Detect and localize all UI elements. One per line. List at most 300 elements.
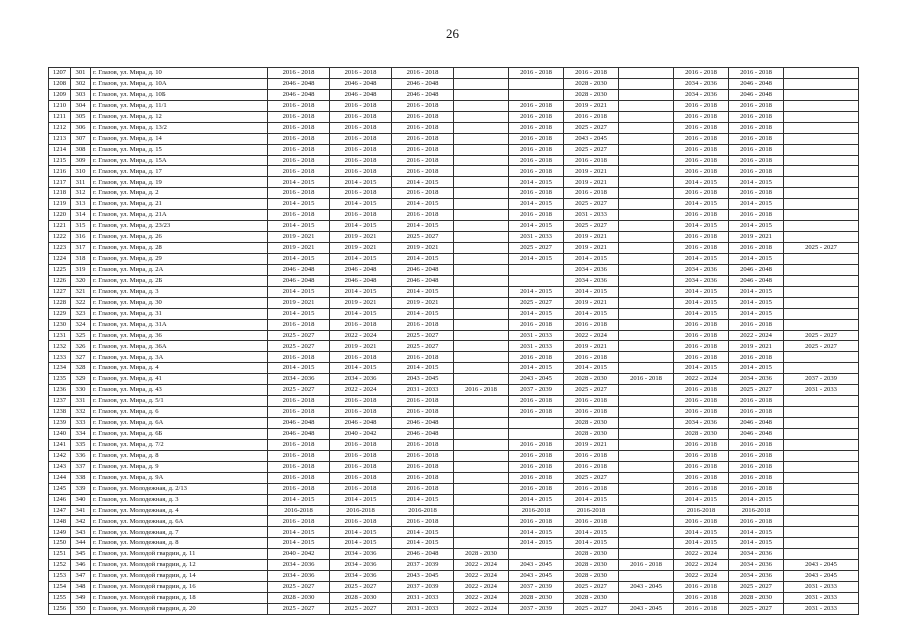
period-cell: 2014 - 2015 — [392, 286, 454, 297]
period-cell: 2014 - 2015 — [330, 494, 392, 505]
row-number-cell: 1219 — [49, 199, 71, 210]
period-cell — [784, 428, 859, 439]
period-cell: 2016 - 2018 — [729, 111, 784, 122]
period-cell: 2016 - 2018 — [330, 111, 392, 122]
table-row — [49, 68, 859, 79]
period-cell: 2016 - 2018 — [392, 450, 454, 461]
period-cell: 2034 - 2036 — [674, 78, 729, 89]
house-number-cell: 330 — [71, 385, 91, 396]
row-number-cell: 1231 — [49, 330, 71, 341]
period-cell: 2016 - 2018 — [564, 155, 619, 166]
address-cell: г. Глазов, ул. Молодежная, д. 6А — [91, 516, 268, 527]
period-cell — [784, 68, 859, 79]
period-cell: 2016 - 2018 — [392, 439, 454, 450]
period-cell — [619, 199, 674, 210]
period-cell — [454, 188, 509, 199]
period-cell: 2028 - 2030 — [564, 428, 619, 439]
period-cell: 2046 - 2048 — [268, 78, 330, 89]
period-cell: 2034 - 2036 — [674, 89, 729, 100]
period-cell: 2016 - 2018 — [330, 483, 392, 494]
row-number-cell: 1243 — [49, 461, 71, 472]
period-cell: 2014 - 2015 — [268, 199, 330, 210]
period-cell: 2016 - 2018 — [674, 144, 729, 155]
period-cell: 2016 - 2018 — [330, 100, 392, 111]
period-cell: 2014 - 2015 — [674, 297, 729, 308]
house-number-cell: 314 — [71, 210, 91, 221]
period-cell: 2014 - 2015 — [509, 199, 564, 210]
period-cell: 2016 - 2018 — [564, 516, 619, 527]
period-cell — [454, 472, 509, 483]
period-cell — [619, 155, 674, 166]
period-cell: 2016 - 2018 — [268, 407, 330, 418]
period-cell: 2046 - 2048 — [729, 78, 784, 89]
period-cell — [619, 407, 674, 418]
period-cell — [509, 275, 564, 286]
period-cell: 2016 - 2018 — [392, 144, 454, 155]
row-number-cell: 1245 — [49, 483, 71, 494]
table-row — [49, 221, 859, 232]
period-cell: 2016 - 2018 — [674, 396, 729, 407]
period-cell: 2037 - 2039 — [509, 385, 564, 396]
row-number-cell: 1248 — [49, 516, 71, 527]
period-cell — [619, 505, 674, 516]
period-cell — [784, 538, 859, 549]
period-cell: 2016 - 2018 — [564, 319, 619, 330]
period-cell: 2014 - 2015 — [674, 286, 729, 297]
address-cell: г. Глазов, ул. Молодой гвардии, д. 16 — [91, 582, 268, 593]
period-cell — [619, 516, 674, 527]
address-cell: г. Глазов, ул. Мира, д. 17 — [91, 166, 268, 177]
house-number-cell: 319 — [71, 264, 91, 275]
period-cell: 2016 - 2018 — [392, 155, 454, 166]
table-row — [49, 407, 859, 418]
house-number-cell: 324 — [71, 319, 91, 330]
period-cell: 2016 - 2018 — [564, 461, 619, 472]
period-cell — [619, 363, 674, 374]
table-row — [49, 450, 859, 461]
period-cell: 2014 - 2015 — [392, 538, 454, 549]
period-cell: 2014 - 2015 — [729, 221, 784, 232]
period-cell: 2016 - 2018 — [392, 319, 454, 330]
period-cell: 2014 - 2015 — [268, 221, 330, 232]
table-row — [49, 560, 859, 571]
house-number-cell: 344 — [71, 538, 91, 549]
period-cell: 2025 - 2027 — [330, 603, 392, 614]
period-cell — [619, 133, 674, 144]
period-cell — [784, 122, 859, 133]
row-number-cell: 1214 — [49, 144, 71, 155]
period-cell: 2016 - 2018 — [509, 68, 564, 79]
period-cell: 2016 - 2018 — [674, 330, 729, 341]
period-cell — [619, 527, 674, 538]
address-cell: г. Глазов, ул. Мира, д. 36 — [91, 330, 268, 341]
row-number-cell: 1213 — [49, 133, 71, 144]
period-cell: 2016 - 2018 — [674, 111, 729, 122]
address-cell: г. Глазов, ул. Молодой гвардии, д. 11 — [91, 549, 268, 560]
table-row — [49, 100, 859, 111]
house-number-cell: 340 — [71, 494, 91, 505]
period-cell: 2034 - 2036 — [729, 549, 784, 560]
period-cell: 2016 - 2018 — [268, 483, 330, 494]
period-cell: 2014 - 2015 — [674, 253, 729, 264]
table-row — [49, 89, 859, 100]
row-number-cell: 1238 — [49, 407, 71, 418]
address-cell: г. Глазов, ул. Мира, д. 15А — [91, 155, 268, 166]
address-cell: г. Глазов, ул. Мира, д. 31А — [91, 319, 268, 330]
period-cell: 2016 - 2018 — [330, 472, 392, 483]
table-row — [49, 297, 859, 308]
period-cell: 2016-2018 — [564, 505, 619, 516]
table-row — [49, 232, 859, 243]
period-cell: 2022 - 2024 — [454, 593, 509, 604]
period-cell: 2025 - 2027 — [564, 221, 619, 232]
period-cell: 2028 - 2030 — [454, 549, 509, 560]
period-cell: 2014 - 2015 — [392, 199, 454, 210]
period-cell: 2016-2018 — [729, 505, 784, 516]
period-cell: 2016 - 2018 — [392, 166, 454, 177]
period-cell — [454, 89, 509, 100]
period-cell: 2028 - 2030 — [564, 549, 619, 560]
period-cell: 2016 - 2018 — [509, 439, 564, 450]
period-cell: 2016 - 2018 — [268, 188, 330, 199]
period-cell: 2016 - 2018 — [330, 396, 392, 407]
period-cell: 2016 - 2018 — [330, 352, 392, 363]
period-cell: 2014 - 2015 — [268, 494, 330, 505]
table-row — [49, 363, 859, 374]
period-cell: 2016 - 2018 — [674, 461, 729, 472]
period-cell: 2014 - 2015 — [564, 286, 619, 297]
period-cell: 2014 - 2015 — [392, 177, 454, 188]
house-number-cell: 305 — [71, 111, 91, 122]
period-cell: 2014 - 2015 — [509, 253, 564, 264]
period-cell: 2014 - 2015 — [674, 494, 729, 505]
address-cell: г. Глазов, ул. Мира, д. 9А — [91, 472, 268, 483]
address-cell: г. Глазов, ул. Мира, д. 23/23 — [91, 221, 268, 232]
period-cell: 2043 - 2045 — [509, 571, 564, 582]
table-body — [49, 68, 859, 615]
period-cell: 2016 - 2018 — [509, 396, 564, 407]
table-row — [49, 286, 859, 297]
period-cell: 2037 - 2039 — [392, 582, 454, 593]
house-number-cell: 322 — [71, 297, 91, 308]
house-number-cell: 336 — [71, 450, 91, 461]
row-number-cell: 1218 — [49, 188, 71, 199]
period-cell — [454, 253, 509, 264]
period-cell: 2046 - 2048 — [268, 264, 330, 275]
period-cell — [454, 297, 509, 308]
period-cell: 2016 - 2018 — [729, 166, 784, 177]
period-cell: 2014 - 2015 — [509, 538, 564, 549]
period-cell — [509, 89, 564, 100]
period-cell: 2016 - 2018 — [392, 516, 454, 527]
period-cell: 2016 - 2018 — [564, 111, 619, 122]
address-cell: г. Глазов, ул. Мира, д. 6Б — [91, 428, 268, 439]
period-cell: 2025 - 2027 — [268, 385, 330, 396]
house-number-cell: 345 — [71, 549, 91, 560]
row-number-cell: 1247 — [49, 505, 71, 516]
period-cell — [454, 505, 509, 516]
period-cell — [784, 100, 859, 111]
period-cell: 2016-2018 — [674, 505, 729, 516]
period-cell: 2031 - 2033 — [392, 385, 454, 396]
period-cell: 2016 - 2018 — [330, 68, 392, 79]
house-number-cell: 310 — [71, 166, 91, 177]
period-cell — [784, 177, 859, 188]
table-row — [49, 538, 859, 549]
period-cell: 2031 - 2033 — [784, 603, 859, 614]
period-cell: 2034 - 2036 — [268, 560, 330, 571]
period-cell: 2014 - 2015 — [509, 221, 564, 232]
period-cell: 2016 - 2018 — [392, 472, 454, 483]
period-cell — [454, 407, 509, 418]
period-cell: 2016 - 2018 — [729, 144, 784, 155]
period-cell: 2031 - 2033 — [784, 593, 859, 604]
period-cell: 2016 - 2018 — [674, 593, 729, 604]
period-cell: 2043 - 2045 — [619, 582, 674, 593]
period-cell — [454, 100, 509, 111]
period-cell: 2031 - 2033 — [392, 593, 454, 604]
address-cell: г. Глазов, ул. Молодой гвардии, д. 12 — [91, 560, 268, 571]
period-cell: 2025 - 2027 — [729, 582, 784, 593]
period-cell — [454, 483, 509, 494]
period-cell — [454, 527, 509, 538]
period-cell: 2016 - 2018 — [330, 166, 392, 177]
table-row — [49, 571, 859, 582]
period-cell: 2046 - 2048 — [330, 78, 392, 89]
period-cell — [619, 538, 674, 549]
row-number-cell: 1212 — [49, 122, 71, 133]
period-cell: 2014 - 2015 — [674, 363, 729, 374]
period-cell: 2046 - 2048 — [729, 275, 784, 286]
period-cell: 2043 - 2045 — [564, 133, 619, 144]
row-number-cell: 1233 — [49, 352, 71, 363]
period-cell: 2019 - 2021 — [330, 341, 392, 352]
period-cell — [784, 352, 859, 363]
period-cell: 2046 - 2048 — [268, 89, 330, 100]
address-cell: г. Глазов, ул. Мира, д. 21А — [91, 210, 268, 221]
period-cell — [784, 418, 859, 429]
period-cell — [454, 78, 509, 89]
period-cell: 2016 - 2018 — [674, 472, 729, 483]
address-cell: г. Глазов, ул. Мира, д. 10А — [91, 78, 268, 89]
repair-schedule-table — [48, 67, 859, 615]
period-cell: 2025 - 2027 — [564, 144, 619, 155]
period-cell: 2022 - 2024 — [729, 330, 784, 341]
period-cell — [509, 428, 564, 439]
period-cell: 2014 - 2015 — [509, 286, 564, 297]
period-cell: 2028 - 2030 — [330, 593, 392, 604]
period-cell: 2016 - 2018 — [268, 450, 330, 461]
period-cell — [784, 516, 859, 527]
period-cell — [784, 232, 859, 243]
table-row — [49, 374, 859, 385]
period-cell: 2025 - 2027 — [784, 243, 859, 254]
table-row — [49, 483, 859, 494]
period-cell: 2028 - 2030 — [564, 78, 619, 89]
period-cell: 2016 - 2018 — [564, 188, 619, 199]
period-cell — [454, 264, 509, 275]
period-cell: 2016 - 2018 — [509, 516, 564, 527]
period-cell: 2016 - 2018 — [392, 111, 454, 122]
period-cell: 2016 - 2018 — [729, 243, 784, 254]
period-cell: 2037 - 2039 — [784, 374, 859, 385]
address-cell: г. Глазов, ул. Мира, д. 43 — [91, 385, 268, 396]
period-cell: 2016 - 2018 — [509, 122, 564, 133]
address-cell: г. Глазов, ул. Мира, д. 12 — [91, 111, 268, 122]
row-number-cell: 1224 — [49, 253, 71, 264]
period-cell: 2046 - 2048 — [330, 418, 392, 429]
period-cell: 2028 - 2030 — [509, 593, 564, 604]
period-cell: 2014 - 2015 — [729, 286, 784, 297]
period-cell: 2019 - 2021 — [268, 297, 330, 308]
row-number-cell: 1235 — [49, 374, 71, 385]
address-cell: г. Глазов, ул. Мира, д. 31 — [91, 308, 268, 319]
period-cell — [619, 275, 674, 286]
period-cell: 2016 - 2018 — [330, 319, 392, 330]
period-cell: 2016-2018 — [268, 505, 330, 516]
period-cell: 2034 - 2036 — [330, 549, 392, 560]
period-cell: 2014 - 2015 — [330, 177, 392, 188]
period-cell: 2043 - 2045 — [619, 603, 674, 614]
period-cell: 2014 - 2015 — [564, 308, 619, 319]
house-number-cell: 307 — [71, 133, 91, 144]
period-cell: 2016 - 2018 — [392, 396, 454, 407]
period-cell — [454, 177, 509, 188]
period-cell: 2043 - 2045 — [509, 374, 564, 385]
period-cell: 2028 - 2030 — [564, 89, 619, 100]
house-number-cell: 327 — [71, 352, 91, 363]
period-cell: 2016 - 2018 — [392, 133, 454, 144]
period-cell: 2034 - 2036 — [674, 418, 729, 429]
period-cell: 2016 - 2018 — [392, 483, 454, 494]
period-cell: 2016 - 2018 — [564, 450, 619, 461]
house-number-cell: 318 — [71, 253, 91, 264]
address-cell: г. Глазов, ул. Мира, д. 10Б — [91, 89, 268, 100]
address-cell: г. Глазов, ул. Мира, д. 7/2 — [91, 439, 268, 450]
period-cell: 2025 - 2027 — [564, 472, 619, 483]
period-cell — [784, 297, 859, 308]
period-cell: 2046 - 2048 — [330, 89, 392, 100]
period-cell: 2016 - 2018 — [509, 188, 564, 199]
period-cell — [784, 78, 859, 89]
period-cell — [454, 538, 509, 549]
period-cell: 2025 - 2027 — [784, 330, 859, 341]
row-number-cell: 1244 — [49, 472, 71, 483]
period-cell: 2019 - 2021 — [392, 297, 454, 308]
table-row — [49, 188, 859, 199]
period-cell: 2016 - 2018 — [674, 243, 729, 254]
period-cell — [454, 199, 509, 210]
period-cell — [619, 472, 674, 483]
period-cell: 2046 - 2048 — [392, 275, 454, 286]
period-cell: 2016 - 2018 — [674, 155, 729, 166]
period-cell: 2034 - 2036 — [268, 571, 330, 582]
period-cell: 2025 - 2027 — [330, 582, 392, 593]
house-number-cell: 333 — [71, 418, 91, 429]
period-cell — [784, 155, 859, 166]
period-cell: 2016 - 2018 — [454, 385, 509, 396]
table-row — [49, 494, 859, 505]
period-cell: 2043 - 2045 — [784, 560, 859, 571]
period-cell: 2016 - 2018 — [509, 352, 564, 363]
period-cell — [784, 221, 859, 232]
house-number-cell: 316 — [71, 232, 91, 243]
period-cell: 2016 - 2018 — [509, 166, 564, 177]
house-number-cell: 313 — [71, 199, 91, 210]
address-cell: г. Глазов, ул. Молодежная, д. 4 — [91, 505, 268, 516]
period-cell: 2016 - 2018 — [729, 210, 784, 221]
period-cell — [784, 407, 859, 418]
period-cell: 2019 - 2021 — [564, 297, 619, 308]
period-cell — [454, 308, 509, 319]
period-cell: 2016 - 2018 — [729, 407, 784, 418]
period-cell: 2014 - 2015 — [509, 494, 564, 505]
table-row — [49, 319, 859, 330]
period-cell — [509, 549, 564, 560]
address-cell: г. Глазов, ул. Молодежная, д. 7 — [91, 527, 268, 538]
address-cell: г. Глазов, ул. Мира, д. 2Б — [91, 275, 268, 286]
period-cell: 2016 - 2018 — [674, 439, 729, 450]
row-number-cell: 1250 — [49, 538, 71, 549]
period-cell: 2046 - 2048 — [392, 89, 454, 100]
period-cell: 2025 - 2027 — [268, 341, 330, 352]
address-cell: г. Глазов, ул. Мира, д. 6А — [91, 418, 268, 429]
period-cell: 2014 - 2015 — [564, 363, 619, 374]
period-cell — [619, 450, 674, 461]
period-cell — [784, 275, 859, 286]
period-cell: 2016 - 2018 — [392, 122, 454, 133]
period-cell — [784, 199, 859, 210]
address-cell: г. Глазов, ул. Молодой гвардии, д. 14 — [91, 571, 268, 582]
period-cell — [619, 439, 674, 450]
address-cell: г. Глазов, ул. Мира, д. 13/2 — [91, 122, 268, 133]
table-row — [49, 78, 859, 89]
period-cell — [454, 418, 509, 429]
period-cell: 2016 - 2018 — [392, 210, 454, 221]
period-cell: 2034 - 2036 — [268, 374, 330, 385]
period-cell: 2034 - 2036 — [674, 264, 729, 275]
row-number-cell: 1207 — [49, 68, 71, 79]
period-cell: 2014 - 2015 — [729, 199, 784, 210]
period-cell — [619, 571, 674, 582]
period-cell: 2022 - 2024 — [454, 571, 509, 582]
period-cell: 2014 - 2015 — [509, 308, 564, 319]
period-cell — [784, 483, 859, 494]
period-cell: 2016 - 2018 — [729, 352, 784, 363]
period-cell: 2034 - 2036 — [729, 560, 784, 571]
period-cell: 2028 - 2030 — [564, 571, 619, 582]
row-number-cell: 1225 — [49, 264, 71, 275]
row-number-cell: 1209 — [49, 89, 71, 100]
period-cell: 2014 - 2015 — [674, 199, 729, 210]
period-cell — [784, 133, 859, 144]
house-number-cell: 347 — [71, 571, 91, 582]
period-cell — [619, 68, 674, 79]
period-cell — [454, 243, 509, 254]
period-cell: 2014 - 2015 — [509, 177, 564, 188]
period-cell: 2019 - 2021 — [330, 232, 392, 243]
period-cell: 2014 - 2015 — [330, 199, 392, 210]
period-cell — [784, 264, 859, 275]
period-cell: 2031 - 2033 — [509, 232, 564, 243]
period-cell: 2014 - 2015 — [392, 363, 454, 374]
period-cell: 2016 - 2018 — [392, 407, 454, 418]
period-cell: 2025 - 2027 — [564, 122, 619, 133]
row-number-cell: 1237 — [49, 396, 71, 407]
period-cell: 2016 - 2018 — [268, 68, 330, 79]
period-cell: 2016 - 2018 — [509, 407, 564, 418]
period-cell: 2016 - 2018 — [330, 122, 392, 133]
